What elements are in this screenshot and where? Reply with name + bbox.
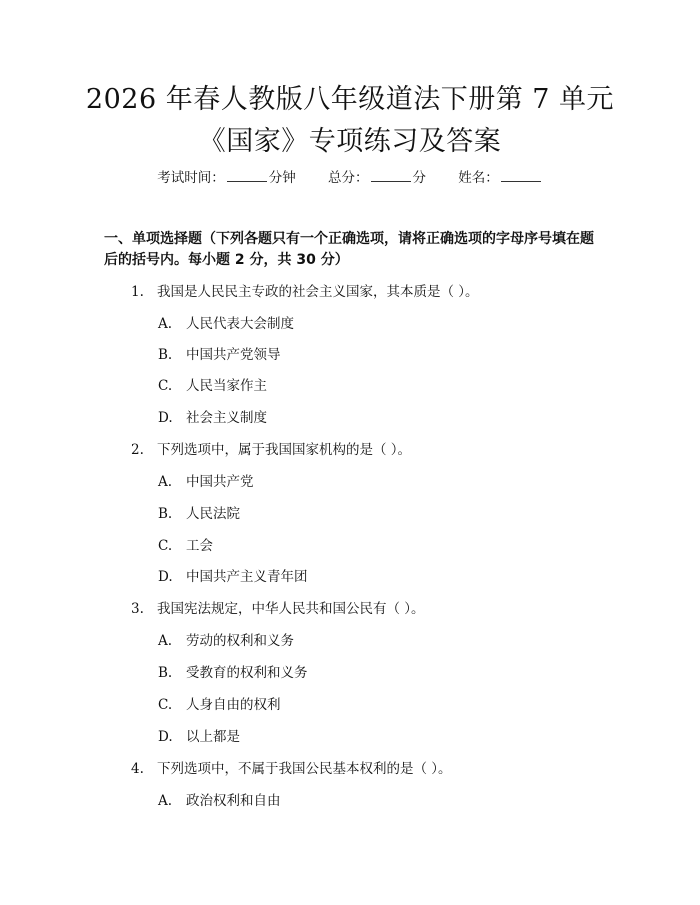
- option-letter: D.: [158, 569, 173, 585]
- answer-option: [158, 472, 254, 492]
- total-score-field: [328, 168, 426, 188]
- option-text: 中国共产党: [186, 474, 254, 490]
- option-text: 政治权利和自由: [186, 793, 281, 809]
- option-text: 人民当家作主: [186, 378, 267, 394]
- option-text: 以上都是: [186, 729, 240, 745]
- answer-option: [158, 791, 281, 811]
- exam-time-field: [157, 168, 296, 188]
- answer-option: [158, 727, 240, 747]
- option-text: 中国共产主义青年团: [186, 569, 308, 585]
- question-stem: [131, 282, 479, 302]
- question-text: 下列选项中，属于我国国家机构的是（ ）。: [157, 442, 412, 458]
- question-stem: [131, 759, 452, 779]
- option-letter: D.: [158, 410, 173, 426]
- question-number: 2.: [131, 442, 144, 458]
- answer-option: [158, 695, 281, 715]
- option-text: 劳动的权利和义务: [186, 633, 294, 649]
- answer-option: [158, 567, 308, 587]
- option-letter: B.: [158, 665, 173, 681]
- option-letter: A.: [158, 316, 173, 332]
- section-heading: 一、单项选择题（下列各题只有一个正确选项，请将正确选项的字母序号填在题后的括号内。每小题 2 分，共 30 分）: [104, 231, 594, 268]
- question-text: 下列选项中，不属于我国公民基本权利的是（ ）。: [157, 761, 452, 777]
- answer-option: [158, 504, 240, 524]
- option-text: 中国共产党领导: [186, 347, 281, 363]
- option-text: 人民代表大会制度: [186, 316, 294, 332]
- question-number: 3.: [131, 601, 144, 617]
- question-text: 我国是人民民主专政的社会主义国家，其本质是（ ）。: [157, 284, 479, 300]
- answer-option: [158, 314, 294, 334]
- exam-time-label: 考试时间：: [157, 170, 225, 186]
- option-letter: A.: [158, 474, 173, 490]
- question-stem: [131, 599, 425, 619]
- option-text: 人身自由的权利: [186, 697, 281, 713]
- total-score-blank: [371, 168, 411, 182]
- answer-option: [158, 631, 294, 651]
- option-letter: C.: [158, 378, 173, 394]
- option-text: 人民法院: [186, 506, 240, 522]
- student-name-field: [458, 168, 543, 188]
- option-letter: C.: [158, 697, 173, 713]
- exam-meta: [0, 168, 700, 188]
- answer-option: [158, 536, 213, 556]
- option-letter: A.: [158, 633, 173, 649]
- question-text: 我国宪法规定，中华人民共和国公民有（ ）。: [157, 601, 425, 617]
- answer-option: [158, 345, 281, 365]
- question-stem: [131, 440, 411, 460]
- answer-option: [158, 408, 267, 428]
- option-letter: D.: [158, 729, 173, 745]
- question-number: 1.: [131, 284, 144, 300]
- answer-option: [158, 663, 308, 683]
- answer-option: [158, 376, 267, 396]
- page-title-line2: 《国家》专项练习及答案: [198, 126, 502, 157]
- exam-time-blank: [227, 168, 267, 182]
- question-number: 4.: [131, 761, 144, 777]
- option-text: 受教育的权利和义务: [186, 665, 308, 681]
- option-letter: B.: [158, 506, 173, 522]
- exam-time-unit: 分钟: [268, 170, 296, 186]
- total-score-label: 总分：: [328, 170, 369, 186]
- student-name-label: 姓名：: [458, 170, 499, 186]
- option-letter: A.: [158, 793, 173, 809]
- student-name-blank: [501, 168, 541, 182]
- option-text: 社会主义制度: [186, 410, 267, 426]
- option-text: 工会: [186, 538, 213, 554]
- page-title-line1: 2026 年春人教版八年级道法下册第 7 单元: [85, 84, 615, 115]
- option-letter: C.: [158, 538, 173, 554]
- total-score-unit: 分: [412, 170, 426, 186]
- option-letter: B.: [158, 347, 173, 363]
